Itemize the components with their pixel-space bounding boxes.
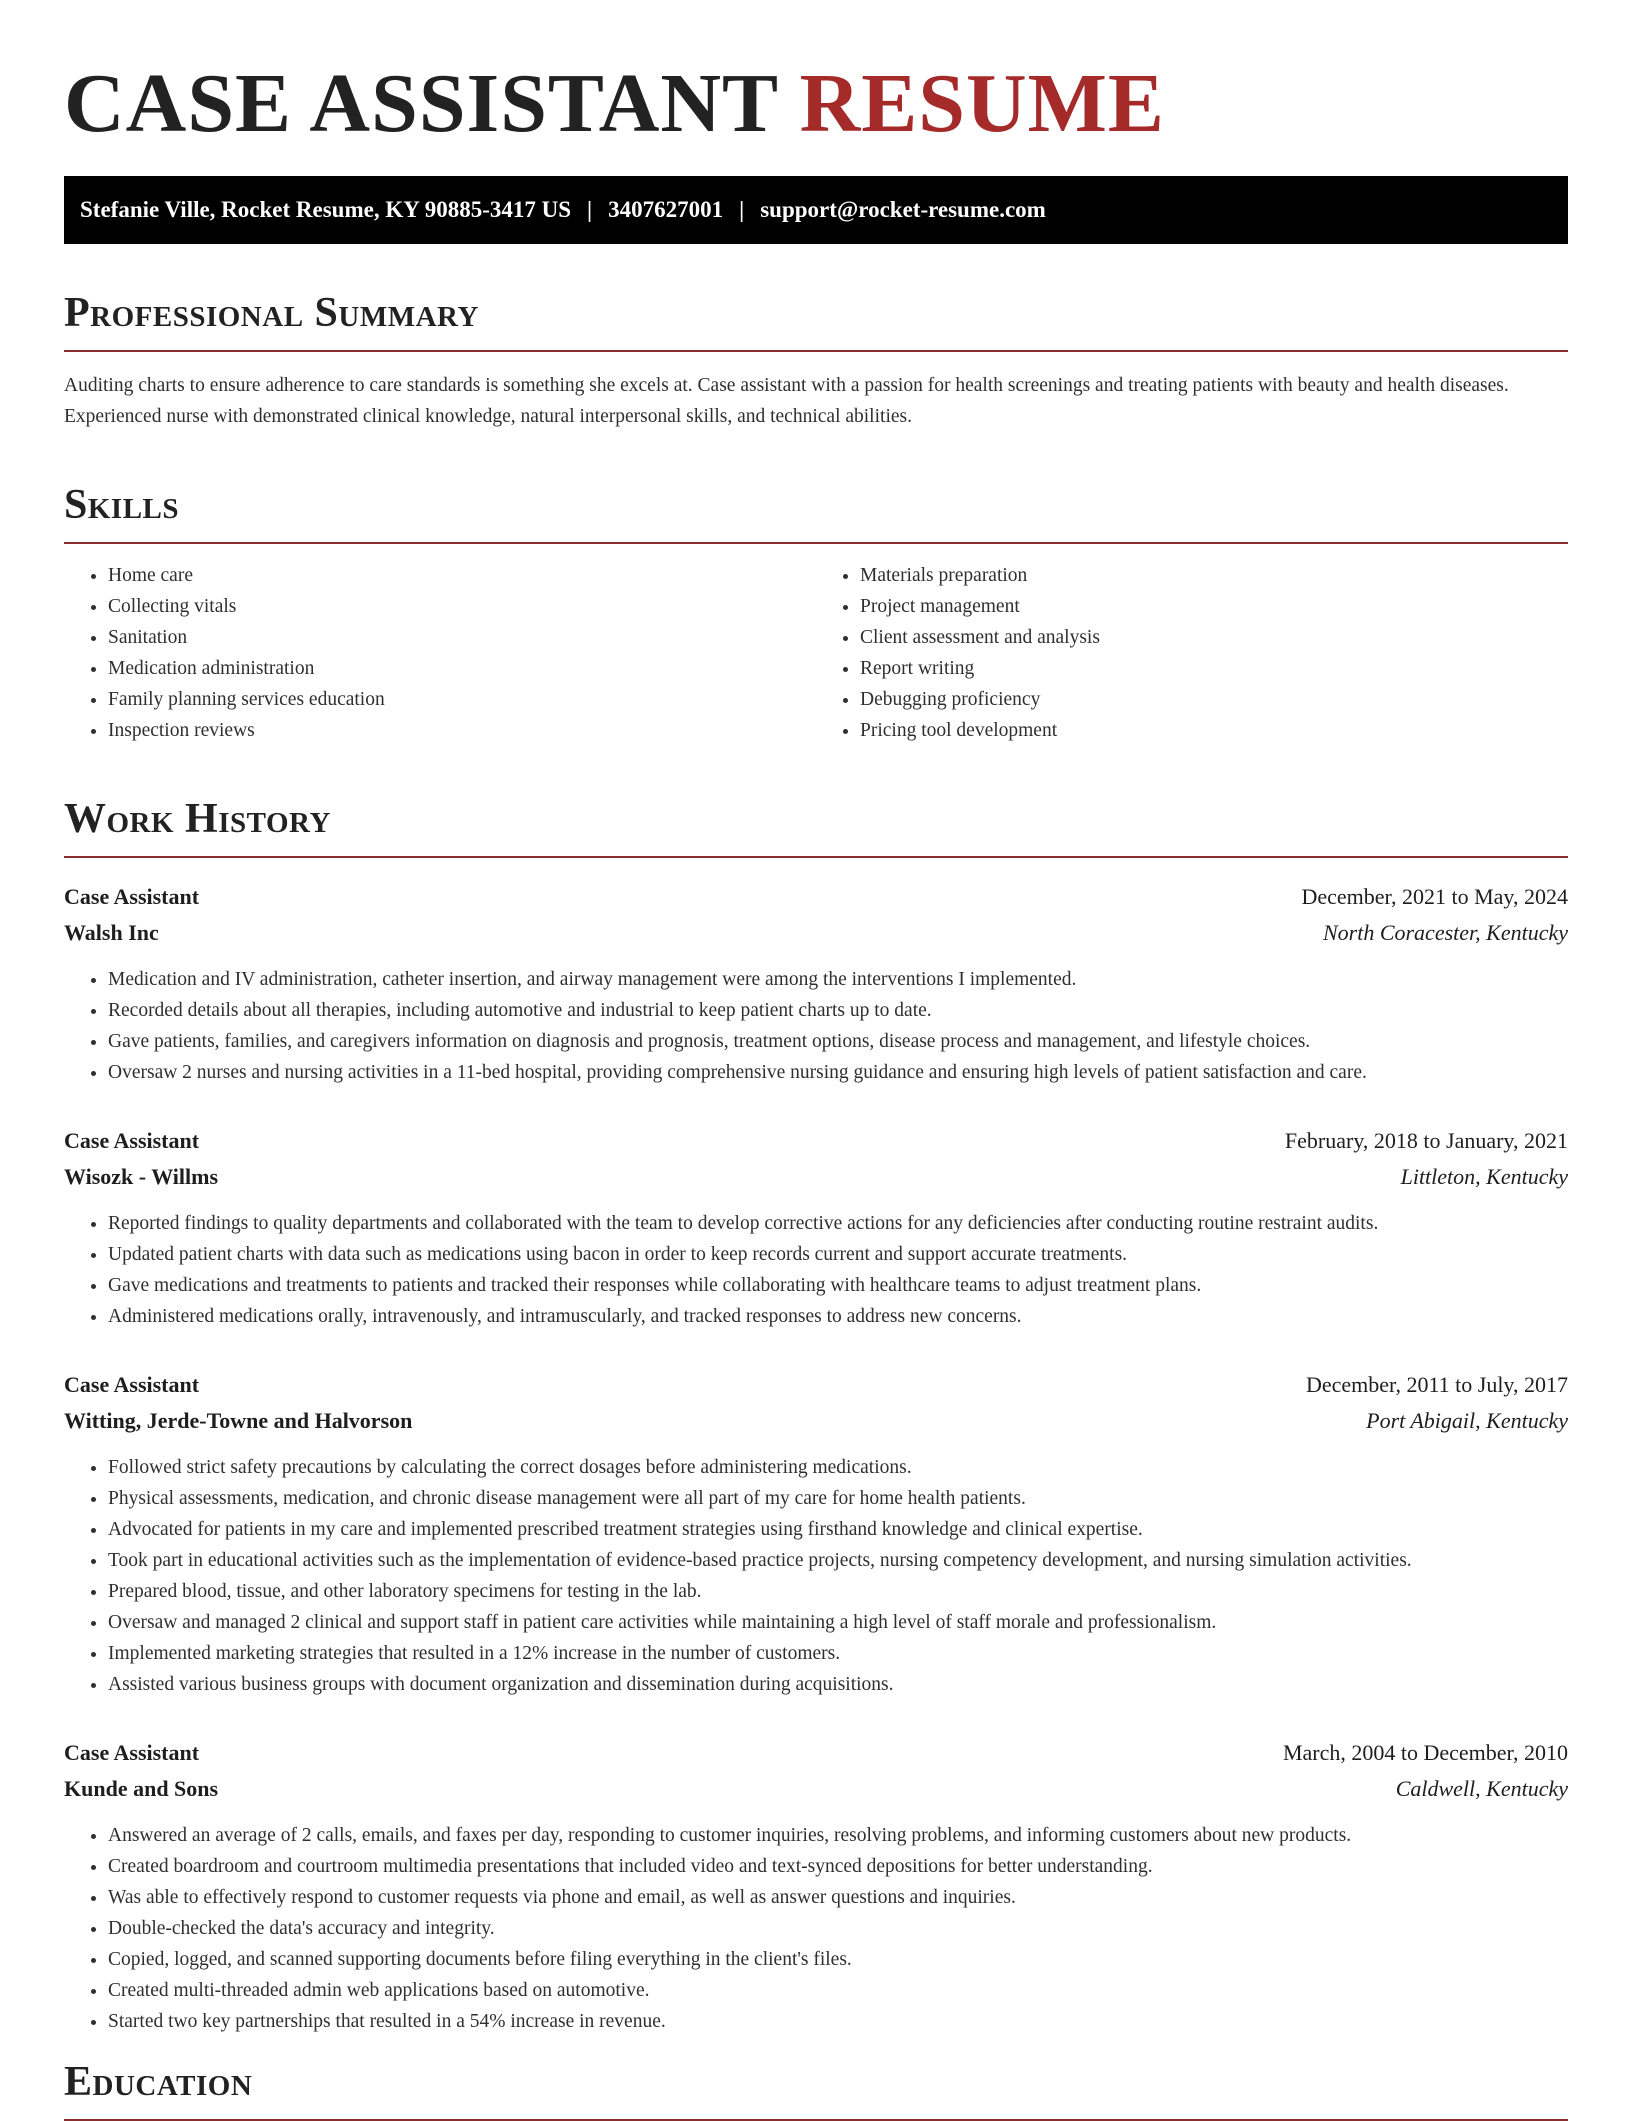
section-divider [64, 350, 1568, 352]
job-title: Case Assistant [64, 1128, 200, 1153]
job-header-row [64, 1124, 1568, 1158]
job-bullet: • Updated patient charts with data such as medications using bacon in order to keep records current and support accurate treatments. [108, 1239, 1568, 1270]
job-bullet: • Physical assessments, medication, and chronic disease management were all part of my care for home health patients. [108, 1483, 1568, 1514]
job-bullet: • Assisted various business groups with document organization and dissemination during acquisitions. [108, 1669, 1568, 1700]
job-bullet: • Reported findings to quality departments and collaborated with the team to develop corrective actions for any deficiencies after conducting routine restraint audits. [108, 1208, 1568, 1239]
skill-item: • Collecting vitals [108, 591, 816, 622]
job-bullet: • Created multi-threaded admin web applications based on automotive. [108, 1975, 1568, 2006]
skill-item: • Debugging proficiency [860, 684, 1568, 715]
job-company: Kunde and Sons [64, 1776, 219, 1801]
job-dates: December, 2011 to July, 2017 [1305, 1372, 1568, 1397]
contact-address: Stefanie Ville, Rocket Resume, KY 90885-3417 US [80, 197, 572, 222]
resume-title [64, 56, 1568, 152]
job-entry [64, 1736, 1568, 2037]
work-history-list [64, 880, 1568, 2037]
skill-item: • Inspection reviews [108, 715, 816, 746]
job-bullet: • Administered medications orally, intravenously, and intramuscularly, and tracked responses to address new concerns. [108, 1301, 1568, 1332]
job-bullet: • Copied, logged, and scanned supporting documents before filing everything in the client's files. [108, 1944, 1568, 1975]
skill-item: • Sanitation [108, 622, 816, 653]
job-bullet: • Oversaw and managed 2 clinical and support staff in patient care activities while maintaining a high level of staff morale and professionalism. [108, 1607, 1568, 1638]
job-bullet: • Implemented marketing strategies that resulted in a 12% increase in the number of customers. [108, 1638, 1568, 1669]
job-title: Case Assistant [64, 1740, 200, 1765]
job-bullet: • Gave medications and treatments to patients and tracked their responses while collaborating with healthcare teams to adjust treatment plans. [108, 1270, 1568, 1301]
job-bullet: • Oversaw 2 nurses and nursing activities in a 11-bed hospital, providing comprehensive nursing guidance and ensuring high levels of patient satisfaction and care. [108, 1057, 1568, 1088]
section-divider [64, 542, 1568, 544]
job-entry [64, 1368, 1568, 1700]
job-bullet: • Gave patients, families, and caregivers information on diagnosis and prognosis, treatment options, disease process and management, and lifestyle choices. [108, 1026, 1568, 1057]
job-subheader-row [64, 916, 1568, 950]
job-bullet: • Medication and IV administration, catheter insertion, and airway management were among the interventions I implemented. [108, 964, 1568, 995]
skill-item: • Home care [108, 560, 816, 591]
job-bullet: • Recorded details about all therapies, including automotive and industrial to keep patient charts up to date. [108, 995, 1568, 1026]
summary-heading: Professional Summary [64, 290, 479, 336]
job-bullet: • Created boardroom and courtroom multimedia presentations that included video and text-synced depositions for better understanding. [108, 1851, 1568, 1882]
job-dates: March, 2004 to December, 2010 [1282, 1740, 1568, 1765]
job-bullet: • Advocated for patients in my care and implemented prescribed treatment strategies using firsthand knowledge and clinical expertise. [108, 1514, 1568, 1545]
job-title: Case Assistant [64, 884, 200, 909]
job-entry [64, 880, 1568, 1088]
education-heading: Education [64, 2059, 253, 2105]
title-main: CASE ASSISTANT [64, 57, 778, 150]
skill-item: • Materials preparation [860, 560, 1568, 591]
job-header-row [64, 1368, 1568, 1402]
contact-bar [64, 176, 1568, 244]
skills-column-left [64, 560, 816, 746]
job-bullet: • Took part in educational activities such as the implementation of evidence-based practice projects, nursing competency development, and nursing simulation activities. [108, 1545, 1568, 1576]
skill-item: • Project management [860, 591, 1568, 622]
job-company: Wisozk - Willms [64, 1164, 219, 1189]
job-bullets [64, 964, 1568, 1088]
job-bullets [64, 1820, 1568, 2037]
job-subheader-row [64, 1160, 1568, 1194]
skills-column-right [816, 560, 1568, 746]
job-subheader-row [64, 1404, 1568, 1438]
job-bullet: • Followed strict safety precautions by calculating the correct dosages before administering medications. [108, 1452, 1568, 1483]
job-dates: December, 2021 to May, 2024 [1301, 884, 1568, 909]
job-header-row [64, 1736, 1568, 1770]
job-bullet: • Prepared blood, tissue, and other laboratory specimens for testing in the lab. [108, 1576, 1568, 1607]
job-bullet: • Started two key partnerships that resulted in a 54% increase in revenue. [108, 2006, 1568, 2037]
job-company: Witting, Jerde-Towne and Halvorson [64, 1408, 413, 1433]
skills-list [64, 560, 1568, 746]
contact-separator: | [739, 197, 745, 222]
job-title: Case Assistant [64, 1372, 200, 1397]
title-accent: RESUME [799, 57, 1165, 150]
job-subheader-row [64, 1772, 1568, 1806]
skill-item: • Client assessment and analysis [860, 622, 1568, 653]
skill-item: • Medication administration [108, 653, 816, 684]
skill-item: • Report writing [860, 653, 1568, 684]
job-company: Walsh Inc [64, 920, 159, 945]
skill-item: • Family planning services education [108, 684, 816, 715]
contact-separator: | [587, 197, 593, 222]
job-bullet: • Answered an average of 2 calls, emails, and faxes per day, responding to customer inquiries, resolving problems, and informing customers about new products. [108, 1820, 1568, 1851]
contact-email: support@rocket-resume.com [760, 197, 1046, 222]
skill-item: • Pricing tool development [860, 715, 1568, 746]
job-location: Port Abigail, Kentucky [1366, 1408, 1568, 1433]
job-header-row [64, 880, 1568, 914]
section-divider [64, 856, 1568, 858]
job-location: Caldwell, Kentucky [1395, 1776, 1568, 1801]
contact-phone: 3407627001 [608, 197, 724, 222]
job-bullets [64, 1208, 1568, 1332]
job-bullet: • Was able to effectively respond to customer requests via phone and email, as well as answer questions and inquiries. [108, 1882, 1568, 1913]
job-location: North Coracester, Kentucky [1322, 920, 1568, 945]
skills-heading: Skills [64, 482, 180, 528]
work-history-heading: Work History [64, 796, 331, 842]
summary-text: Auditing charts to ensure adherence to care standards is something she excels at. Case assistant with a passion for health screenings and treating patients with beauty and health diseases. Experienced nurse with demonstrated clinical knowledge, natural interpersonal skills, and technical abilities. [64, 375, 1509, 427]
job-entry [64, 1124, 1568, 1332]
job-location: Littleton, Kentucky [1400, 1164, 1568, 1189]
job-dates: February, 2018 to January, 2021 [1284, 1128, 1568, 1153]
job-bullets [64, 1452, 1568, 1700]
job-bullet: • Double-checked the data's accuracy and integrity. [108, 1913, 1568, 1944]
